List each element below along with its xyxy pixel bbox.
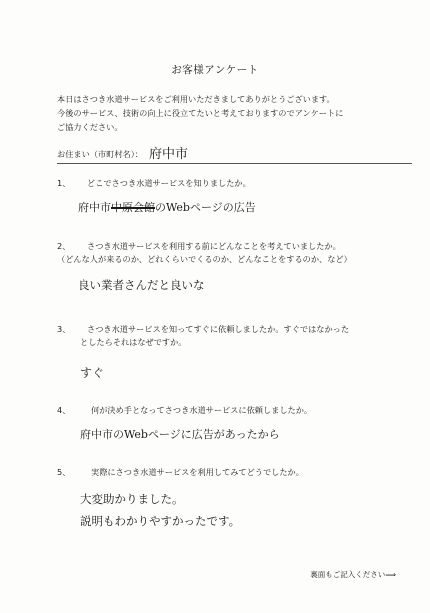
- answer-1-suffix: のWebページの広告: [155, 201, 256, 214]
- intro-text: [57, 92, 412, 134]
- question-4-answer: 府中市のWebページに広告があったから: [80, 428, 280, 441]
- question-2-text: [57, 240, 352, 266]
- question-1-text: [87, 177, 251, 190]
- question-4-number: 4、: [57, 405, 71, 415]
- question-1-line: どこでさつき水道サービスを知りましたか。: [87, 178, 251, 188]
- address-answer: 府中市: [149, 147, 189, 162]
- question-1-number: 1、: [57, 178, 71, 188]
- question-4-line: 何が決め手となってさつき水道サービスに依頼しましたか。: [91, 405, 313, 415]
- question-5-line: 実際にさつき水道サービスを利用してみてどうでしたか。: [91, 467, 304, 477]
- question-5-answer-line: 説明もわかりやすかったです。: [80, 514, 241, 528]
- question-3-number: 3、: [57, 324, 71, 334]
- question-3-line: としたらそれはなぜですか。: [80, 337, 187, 347]
- question-5-text: [91, 466, 304, 479]
- footer-note: 裏面もご記入ください⟹: [310, 570, 396, 579]
- intro-line: ご協力ください。: [57, 122, 123, 132]
- question-3-answer: すぐ: [80, 366, 105, 380]
- question-3-text: [80, 323, 350, 349]
- question-3-line: さつき水道サービスを知ってすぐに依頼しましたか。すぐではなかった: [87, 324, 350, 334]
- intro-line: 今後のサービス、技術の向上に役立てたいと考えておりますのでアンケートに: [57, 108, 344, 118]
- page-title: お客様アンケート: [171, 64, 259, 76]
- answer-1-prefix: 府中市: [78, 201, 111, 214]
- question-2-answer: 良い業者さんだと良いな: [78, 278, 205, 292]
- question-2-line: さつき水道サービスを利用する前にどんなことを考えていましたか。: [87, 241, 341, 251]
- question-1-answer: [78, 199, 256, 215]
- address-label: お住まい（市町村名）：: [57, 149, 143, 159]
- question-2-number: 2、: [57, 241, 71, 251]
- question-4-text: [91, 404, 312, 417]
- question-2-line: （どんな人が来るのか、どれくらいでくるのか、どんなことをするのか、など）: [57, 254, 352, 264]
- question-5-answer-line: 大変助かりました。: [80, 492, 184, 506]
- answer-1-struck: 中原会館: [111, 201, 155, 214]
- address-field: [57, 145, 412, 164]
- question-5-number: 5、: [57, 467, 71, 477]
- intro-line: 本日はさつき水道サービスをご利用いただきましてありがとうございます。: [57, 94, 335, 104]
